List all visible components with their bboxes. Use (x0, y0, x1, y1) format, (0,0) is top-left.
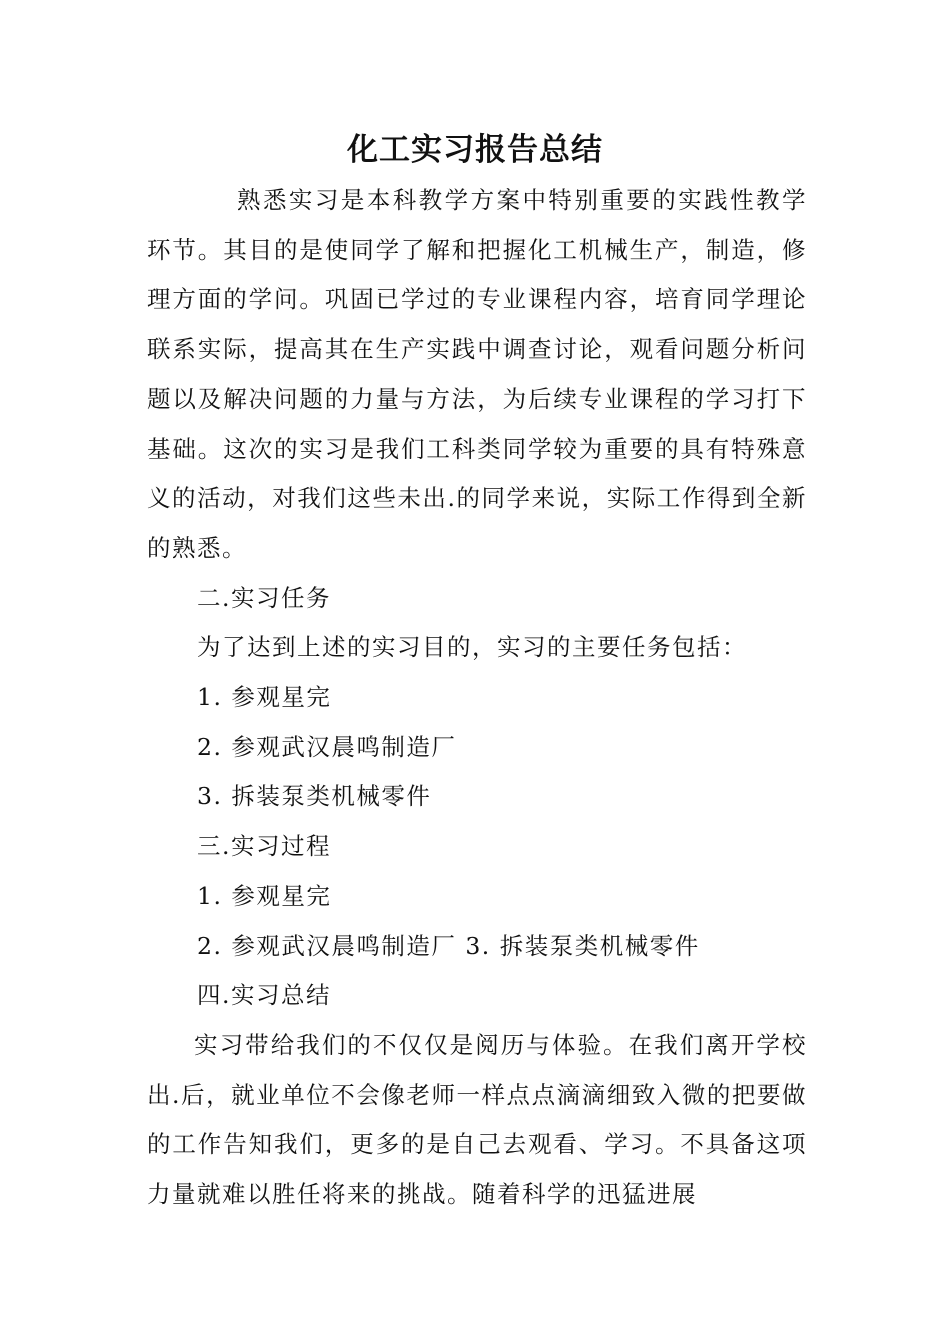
document-body (147, 176, 807, 1220)
document-title: 化工实习报告总结 (347, 132, 603, 168)
section-heading: 二.实习任务 (197, 583, 331, 612)
intro-paragraph: 熟悉实习是本科教学方案中特别重要的实践性教学环节。其目的是使同学了解和把握化工机械生产，制造，修理方面的学问。巩固已学过的专业课程内容，培育同学理论联系实际，提高其在生产实践中调查讨论，观看问题分析问题以及解决问题的力量与方法，为后续专业课程的学习打下基础。这次的实习是我们工科类同学较为重要的具有特殊意义的活动，对我们这些未出.的同学来说，实际工作得到全新的熟悉。 (147, 186, 807, 562)
list-item: 3. 拆装泵类机械零件 (197, 782, 432, 811)
list-item: 1. 参观星完 (197, 683, 332, 712)
list-item: 1. 参观星完 (197, 881, 332, 910)
section-lead: 为了达到上述的实习目的，实习的主要任务包括： (197, 633, 747, 662)
summary-paragraph: 实习带给我们的不仅仅是阅历与体验。在我们离开学校出.后，就业单位不会像老师一样点点滴滴细致入微的把要做的工作告知我们，更多的是自己去观看、学习。不具备这项力量就难以胜任将来的挑战。随着科学的迅猛进展 (147, 1030, 807, 1209)
section-heading: 三.实习过程 (197, 832, 331, 861)
list-item: 2. 参观武汉晨鸣制造厂 3. 拆装泵类机械零件 (197, 931, 700, 960)
section-heading: 四.实习总结 (197, 981, 331, 1010)
list-item: 2. 参观武汉晨鸣制造厂 (197, 732, 457, 761)
